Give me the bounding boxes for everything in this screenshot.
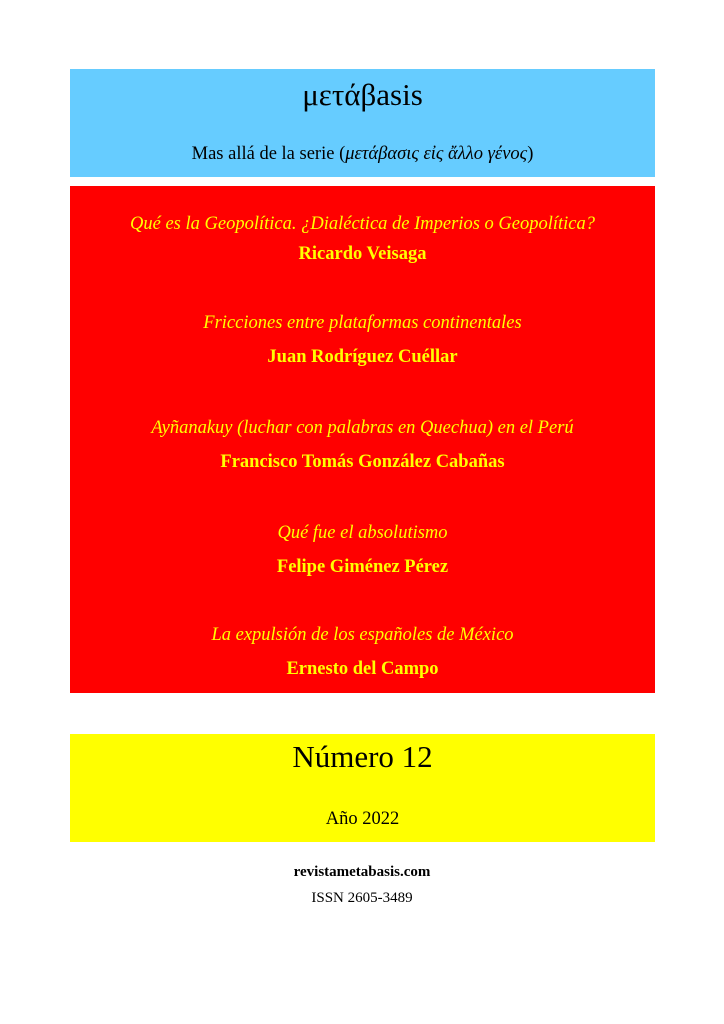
article-entry: [70, 416, 655, 474]
journal-title: μετάβasis: [302, 77, 423, 112]
website-url: revistametabasis.com: [293, 864, 431, 880]
article-title: Ayñanakuy (luchar con palabras en Quechua) en el Perú: [151, 418, 574, 438]
table-of-contents: [70, 186, 655, 693]
issn-number: ISSN 2605-3489: [311, 890, 413, 906]
issue-number: Número 12: [292, 739, 433, 774]
subtitle-suffix: ): [527, 144, 534, 164]
article-title: Qué es la Geopolítica. ¿Dialéctica de Imperios o Geopolítica?: [130, 214, 595, 234]
journal-header: [70, 69, 655, 177]
article-title: La expulsión de los españoles de México: [211, 625, 514, 645]
article-title: Fricciones entre plataformas continentales: [203, 313, 522, 333]
article-author: Ernesto del Campo: [286, 659, 439, 679]
article-author: Francisco Tomás González Cabañas: [220, 452, 505, 472]
article-entry: [70, 311, 655, 369]
article-entry: [70, 212, 655, 266]
journal-subtitle: [70, 142, 655, 166]
article-author: Ricardo Veisaga: [298, 244, 427, 264]
issue-year: Año 2022: [325, 809, 400, 829]
article-entry: [70, 623, 655, 681]
article-entry: [70, 521, 655, 579]
article-author: Juan Rodríguez Cuéllar: [267, 347, 458, 367]
subtitle-greek-phrase: μετάβασις εἰς ἄλλο γένος: [345, 144, 528, 164]
issue-info: [70, 734, 655, 842]
article-author: Felipe Giménez Pérez: [276, 557, 449, 577]
subtitle-prefix: Mas allá de la serie (: [191, 144, 346, 164]
article-title: Qué fue el absolutismo: [277, 523, 448, 543]
